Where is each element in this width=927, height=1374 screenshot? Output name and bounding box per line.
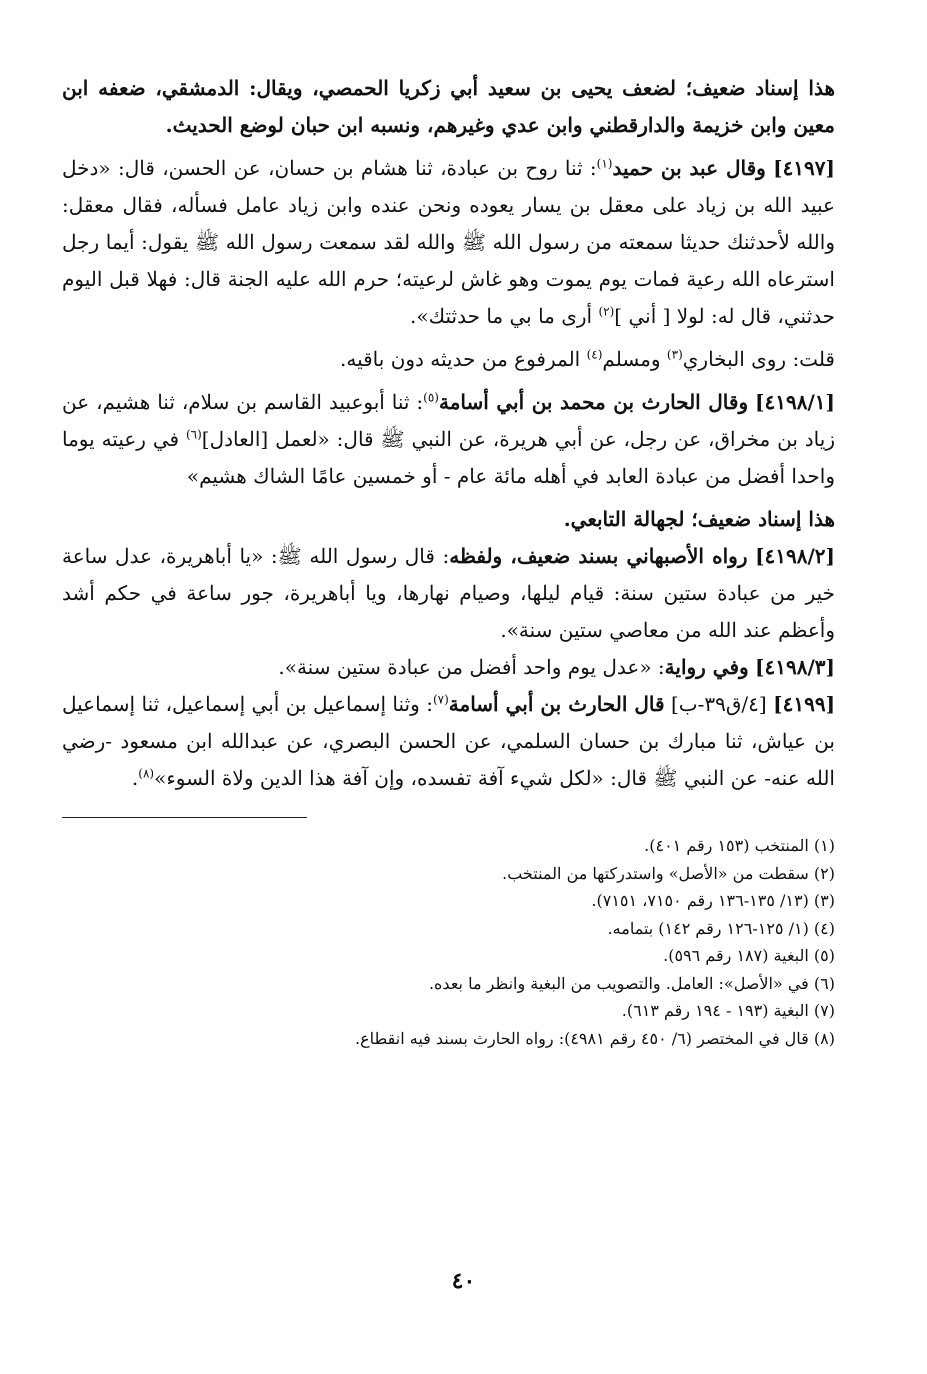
footnote-8: (٨) قال في المختصر (٦/ ٤٥٠ رقم ٤٩٨١): رواه الحارث بسند فيه انقطاع. [355,1028,835,1048]
footnote-ref-5: (٥) [423,390,439,405]
footnote-2: (٢) سقطت من «الأصل» واستدركتها من المنتخب. [502,863,835,883]
hadith-lead: وفي رواية [664,655,749,679]
hadith-lead: وقال الحارث بن محمد بن أبي أسامة [438,390,749,414]
hadith-text-end: أرى ما بي ما حدثتك». [410,304,593,328]
paragraph-weak-chain-yahya [62,70,835,144]
paragraph-weak-chain-tabii [62,501,835,538]
hadith-4198-2 [62,538,835,649]
footnote-ref-3: (٣) [666,347,683,362]
qult-paragraph [62,341,835,378]
hadith-4198-1 [62,384,835,495]
hadith-text-end: . [131,766,139,790]
hadith-4198-3 [62,649,835,686]
hadith-number: [٤١٩٧] [773,156,835,180]
footnote-6: (٦) في «الأصل»: العامل. والتصويب من البغية وانظر ما بعده. [428,973,835,993]
hadith-text: : «عدل يوم واحد أفضل من عبادة ستين سنة». [278,655,665,679]
footnote-1: (١) المنتخب (١٥٣ رقم ٤٠١). [644,836,835,855]
hadith-text: : ثنا أبوعبيد القاسم بن سلام، ثنا هشيم، عن زياد بن مخراق، عن رجل، عن أبي هريرة، عن النبي ﷺ قال: «لعمل [العادل] [62,390,835,451]
hadith-text: : ثنا روح بن عبادة، ثنا هشام بن حسان، عن الحسن، قال: «دخل عبيد الله بن زياد على معقل بن يسار يعوده ونحن عنده وابن زياد عامل فسأله، فقال معقل: والله لأحدثنك حديثا سمعته من رسول الله ﷺ والله لقد سمعت رسول الله ﷺ يقول: أيما رجل استرعاه الله رعية فمات يوم يموت وهو غاش لرعيته؛ حرم الله عليه الجنة قال: فهلا قبل اليوم حدثني، قال له: لولا [ أني ] [62,156,835,328]
qult-text-end: المرفوع من حديثه دون باقيه. [340,347,581,371]
footnotes [62,832,835,1052]
hadith-text: : وثنا إسماعيل بن أبي إسماعيل، ثنا إسماعيل بن عياش، ثنا مبارك بن حسان السلمي، عن الحسن البصري، عن عبدالله ابن مسعود -رضي الله عنه- عن النبي ﷺ قال: «لكل شيء آفة تفسده، وإن آفة هذا الدين ولاة السوء» [62,692,835,790]
hadith-lead: وقال عبد بن حميد [612,156,766,180]
hadith-number: [٤١٩٩] [773,692,836,716]
hadith-lead: قال الحارث بن أبي أسامة [448,692,665,716]
footnote-ref-8: (٨) [138,766,155,781]
hadith-number: [٤١٩٨/٣] [755,655,835,679]
hadith-text-end: في رعيته يوما واحدا أفضل من عبادة العابد في أهله مائة عام - أو خمسين عامًا الشاك هشيم» [62,427,835,488]
footnote-3: (٣) (١٣/ ١٣٥-١٣٦ رقم ٧١٥٠، ٧١٥١). [591,891,835,910]
footnote-ref-6: (٦) [185,427,202,442]
hadith-lead: رواه الأصبهاني بسند ضعيف، ولفظه [449,544,748,568]
footnote-separator-wrap [62,803,835,832]
manuscript-ref: [٤/ق٣٩-ب] [671,692,767,716]
paragraph-text: هذا إسناد ضعيف؛ لجهالة التابعي. [563,507,835,531]
hadith-text: : قال رسول الله ﷺ: «يا أباهريرة، عدل ساعة خير من عبادة ستين سنة: قيام ليلها، وصيام نهارها، ويا أباهريرة، جور ساعة في حكم أشد وأعظم عند الله من معاصي ستين سنة». [62,544,835,642]
footnote-ref-7: (٧) [432,692,449,707]
footnote-ref-1: (١) [596,156,613,171]
qult-text-muslim: ومسلم [602,347,661,371]
hadith-4197 [62,150,835,335]
footnote-7: (٧) البغية (١٩٣ - ١٩٤ رقم ٦١٣). [621,1001,835,1020]
footnote-ref-4: (٤) [586,347,603,362]
page-number: ٤٠ [451,1268,476,1294]
footnote-4: (٤) (١/ ١٢٥-١٢٦ رقم ١٤٢) بتمامه. [607,918,835,938]
footnote-separator [62,817,307,818]
paragraph-text: هذا إسناد ضعيف؛ لضعف يحيى بن سعيد أبي زكريا الحمصي، ويقال: الدمشقي، ضعفه ابن معين وابن خزيمة والدارقطني وابن عدي وغيرهم، ونسبه ابن حبان لوضع الحديث. [62,76,835,137]
footnote-5: (٥) البغية (١٨٧ رقم ٥٩٦). [663,946,835,965]
hadith-4199 [62,686,835,797]
footnote-ref-2: (٢) [598,304,615,319]
hadith-number: [٤١٩٨/٢] [755,544,836,568]
hadith-number: [٤١٩٨/١] [755,390,835,414]
qult-text: قلت: روى البخاري [682,347,835,371]
